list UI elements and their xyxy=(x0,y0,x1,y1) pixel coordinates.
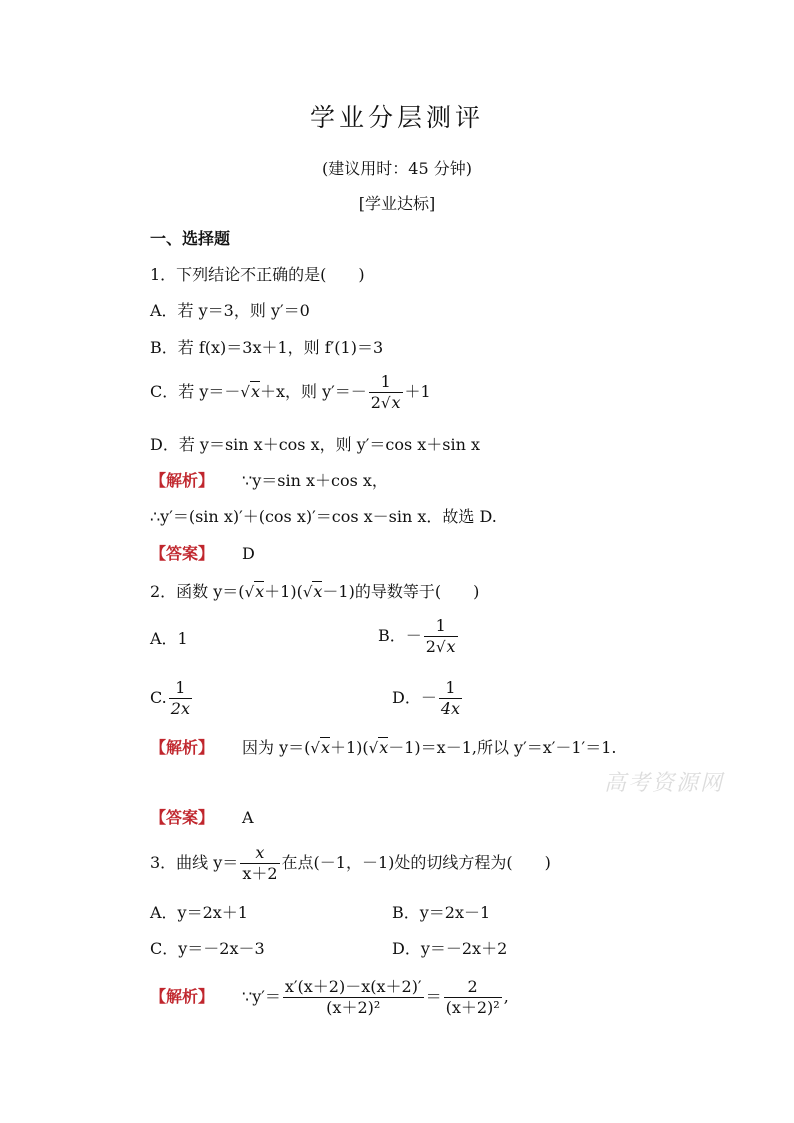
q2-analysis-post: －1)＝x－1,所以 y′＝x′－1′＝1. xyxy=(388,738,617,757)
analysis-label: 【解析】 xyxy=(150,738,215,757)
q2-analysis-pre: 因为 y＝( xyxy=(242,738,311,757)
q1-c-radicand: x xyxy=(250,382,260,401)
q2-option-d xyxy=(392,678,464,719)
q2-analysis-radicand: x xyxy=(320,738,330,757)
q1-c-text: C．若 y＝－ xyxy=(150,382,241,401)
q3-stem-fraction xyxy=(240,843,279,884)
q3-option-d: D．y＝－2x＋2 xyxy=(392,939,508,958)
q3-stem-pre: 3．曲线 y＝ xyxy=(150,853,239,872)
q2-b-pre: B．－ xyxy=(378,626,422,645)
q3-stem xyxy=(150,843,551,884)
q3-option-b: B．y＝2x－1 xyxy=(392,903,491,922)
q2-b-fraction: $\frac{1}{2√x}$ xyxy=(425,616,456,656)
q1-c-text3: ＋1 xyxy=(404,382,431,401)
section-heading: 一、选择题 xyxy=(150,229,231,248)
q2-answer-value: A xyxy=(242,808,254,827)
q1-option-d: D．若 y＝sin x＋cos x，则 y′＝cos x＋sin x xyxy=(150,435,481,454)
q2-d-pre: D．－ xyxy=(392,688,437,707)
q2-c-den: 2x xyxy=(170,699,190,718)
q1-analysis-text: ∵y＝sin x＋cos x， xyxy=(242,471,388,490)
q1-c-text2: ＋x，则 y′＝－ xyxy=(259,382,367,401)
q3-f2-num: 2 xyxy=(444,977,502,998)
q3-analysis-pre: ∵y′＝ xyxy=(242,987,281,1006)
q1-c-den-pre: 2 xyxy=(370,393,381,412)
q3-analysis-post: , xyxy=(503,987,509,1006)
q3-eq: ＝ xyxy=(425,987,442,1006)
q2-c-pre: C. xyxy=(150,688,167,707)
time-note: (建议用时：45 分钟) xyxy=(322,159,472,178)
q2-b-den-radicand: x xyxy=(446,637,456,656)
q1-stem: 1．下列结论不正确的是( ) xyxy=(150,265,365,284)
q2-stem-mid: ＋1)( xyxy=(264,582,303,601)
q3-stem-post: 在点(－1，－1)处的切线方程为( ) xyxy=(281,853,551,872)
q1-c-den-radicand: x xyxy=(391,393,401,412)
q2-option-b xyxy=(378,616,460,657)
analysis-label: 【解析】 xyxy=(150,987,215,1006)
q2-d-fraction xyxy=(439,678,462,719)
q2-analysis-mid: ＋1)( xyxy=(329,738,369,757)
q2-stem-pre: 2．函数 y＝( xyxy=(150,582,245,601)
q2-radicand: x xyxy=(255,582,265,601)
q3-f1-den: (x＋2)² xyxy=(326,998,381,1017)
q2-b-den-pre: 2 xyxy=(425,637,436,656)
q3-f2-den: (x＋2)² xyxy=(445,998,500,1017)
q1-c-num: 1 xyxy=(369,372,403,393)
q2-answer xyxy=(150,807,254,829)
q3-option-a: A．y＝2x＋1 xyxy=(150,903,248,922)
q1-answer-value: D xyxy=(242,544,255,563)
q1-analysis xyxy=(150,470,388,492)
q2-b-num: 1 xyxy=(424,616,458,637)
q1-option-a: A．若 y＝3，则 y′＝0 xyxy=(150,301,310,320)
q1-analysis-2: ∴y′＝(sin x)′＋(cos x)′＝cos x－sin x．故选 D. xyxy=(150,507,497,526)
q3-fraction-2 xyxy=(444,977,502,1018)
q2-stem-post: －1)的导数等于( ) xyxy=(322,582,480,601)
q2-c-num: 1 xyxy=(169,678,192,699)
answer-label: 【答案】 xyxy=(150,544,215,563)
q2-c-fraction xyxy=(169,678,192,719)
q3-fraction-1 xyxy=(283,977,424,1018)
q1-option-b: B．若 f(x)＝3x＋1，则 f′(1)＝3 xyxy=(150,338,384,357)
analysis-label: 【解析】 xyxy=(150,471,215,490)
q3-analysis xyxy=(150,977,509,1018)
q2-analysis: 【解析】 因为 y＝(√x＋1)(√x－1)＝x－1,所以 y′＝x′－1′＝1. xyxy=(150,738,617,757)
q2-analysis-radicand-2: x xyxy=(379,738,389,757)
answer-label: 【答案】 xyxy=(150,808,215,827)
q2-stem: 2．函数 y＝(√x＋1)(√x－1)的导数等于( ) xyxy=(150,582,480,601)
q2-option-c xyxy=(150,678,194,719)
q1-c-fraction: $\frac{1}{2√x}$ xyxy=(370,372,401,412)
page-title: 学业分层测评 xyxy=(309,103,484,132)
q2-option-a: A．1 xyxy=(150,629,188,648)
q3-f1-num: x′(x＋2)－x(x＋2)′ xyxy=(284,977,422,996)
q2-d-num: 1 xyxy=(439,678,462,699)
q3-option-c: C．y＝－2x－3 xyxy=(150,939,265,958)
q1-option-c: C．若 y＝－√x＋x，则 y′＝－ $\frac{1}{2√x}$ ＋1 xyxy=(150,372,431,412)
q3-stem-num: x xyxy=(240,843,279,864)
q1-answer xyxy=(150,543,255,565)
level-heading: [学业达标] xyxy=(358,194,436,213)
q2-d-den: 4x xyxy=(440,699,461,718)
q2-radicand-2: x xyxy=(313,582,323,601)
q3-stem-den: x＋2 xyxy=(242,864,278,883)
watermark: 高考资源网 xyxy=(604,771,725,796)
